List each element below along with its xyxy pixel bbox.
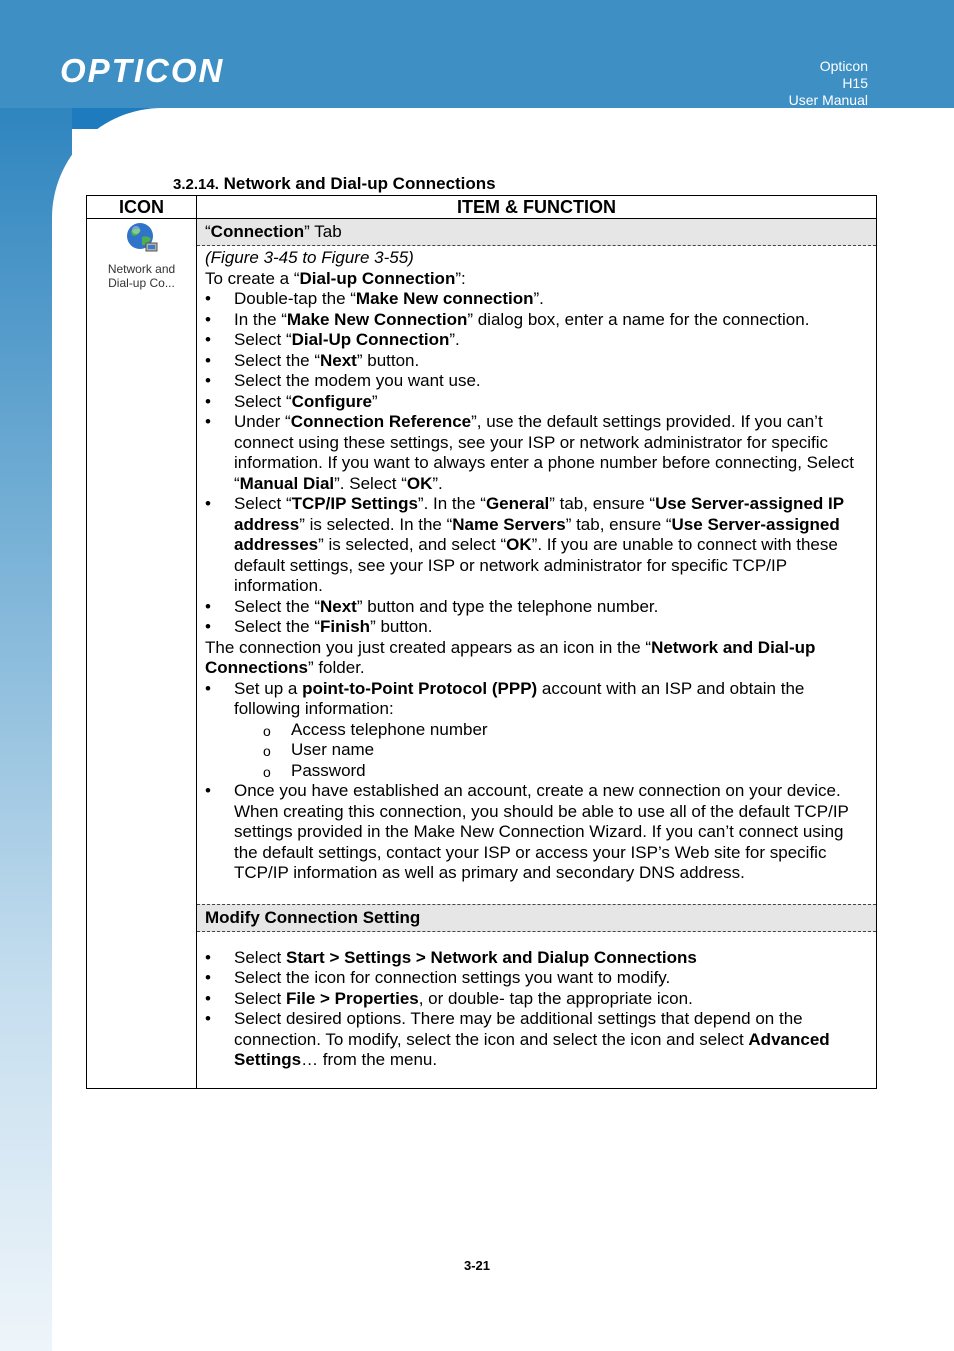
section-title: Network and Dial-up Connections xyxy=(223,174,496,193)
sublist-item: o User name xyxy=(205,740,868,761)
icon-label-line2: Dial-up Co... xyxy=(108,276,175,290)
list-item: • Select the “Next” button. xyxy=(205,351,868,372)
list-item: • Select the icon for connection settings you want to modify. xyxy=(205,968,868,989)
icon-label xyxy=(87,262,196,290)
list-item: • Select the “Next” button and type the telephone number. xyxy=(205,597,868,618)
col-header-item: ITEM & FUNCTION xyxy=(197,196,877,219)
list-item: • Under “Connection Reference”, use the default settings provided. If you can’t connect using these settings, see your ISP or network administrator for specific information. If you want to always enter a phone number before connecting, Select “Manual Dial”. Select “OK”. xyxy=(205,412,868,494)
connection-instructions xyxy=(197,246,876,904)
col-header-icon: ICON xyxy=(87,196,197,219)
opticon-logo xyxy=(60,56,300,86)
list-item: • Once you have established an account, create a new connection on your device. When creating this connection, you should be able to use all of the default TCP/IP settings provided in the Make New Connection Wizard. If you can’t connect using the default settings, contact your ISP or access your ISP’s Web site for specific TCP/IP information as well as primary and secondary DNS address. xyxy=(205,781,868,884)
network-globe-icon xyxy=(125,221,159,255)
icon-label-line1: Network and xyxy=(107,262,176,276)
list-item: • Select File > Properties, or double- tap the appropriate icon. xyxy=(205,989,868,1010)
list-item: • Select “Configure” xyxy=(205,392,868,413)
header-meta xyxy=(789,58,868,109)
list-item: • Select the modem you want use. xyxy=(205,371,868,392)
steps-list xyxy=(205,289,868,638)
list-item: • Select desired options. There may be additional settings that depend on the connection. To modify, select the icon and select the icon and select Advanced Settings… from the menu. xyxy=(205,1009,868,1071)
list-item: • Select “TCP/IP Settings”. In the “General” tab, ensure “Use Server-assigned IP address” is selected. In the “Name Servers” tab, ensure “Use Server-assigned addresses” is selected, and select “OK”. If you are unable to connect with these default settings, see your ISP or network administrator for specific TCP/IP information. xyxy=(205,494,868,597)
account-list xyxy=(205,679,868,884)
header-model: H15 xyxy=(842,75,868,91)
modify-list xyxy=(205,948,868,1071)
function-cell xyxy=(197,219,877,1089)
folder-paragraph: The connection you just created appears as an icon in the “Network and Dial-up Connections” folder. xyxy=(205,637,816,677)
intro-line: To create a “Dial-up Connection”: xyxy=(205,268,466,288)
header-doc: User Manual xyxy=(788,92,868,108)
connection-tab-band: “Connection” Tab xyxy=(197,219,876,246)
sublist-item: o Access telephone number xyxy=(205,720,868,741)
item-function-table xyxy=(86,195,877,1089)
list-item: • Set up a point-to-Point Protocol (PPP) account with an ISP and obtain the following information: o Access telephone number o User name o Password xyxy=(205,679,868,782)
icon-cell xyxy=(87,219,197,1089)
modify-band: Modify Connection Setting xyxy=(197,904,876,932)
list-item: • In the “Make New Connection” dialog box, enter a name for the connection. xyxy=(205,310,868,331)
info-sublist xyxy=(205,720,868,782)
list-item: • Select Start > Settings > Network and Dialup Connections xyxy=(205,948,868,969)
figure-reference: (Figure 3-45 to Figure 3-55) xyxy=(205,248,414,267)
header-company: Opticon xyxy=(819,58,868,74)
logo-text: OPTICON xyxy=(60,56,225,86)
table-row xyxy=(87,219,877,1089)
section-number: 3.2.14. xyxy=(173,176,219,193)
list-item: • Select the “Finish” button. xyxy=(205,617,868,638)
section-heading xyxy=(173,174,496,194)
modify-instructions xyxy=(197,932,876,1088)
list-item: • Double-tap the “Make New connection”. xyxy=(205,289,868,310)
sublist-item: o Password xyxy=(205,761,868,782)
page-number: 3-21 xyxy=(463,1258,491,1273)
table-header-row xyxy=(87,196,877,219)
list-item: • Select “Dial-Up Connection”. xyxy=(205,330,868,351)
